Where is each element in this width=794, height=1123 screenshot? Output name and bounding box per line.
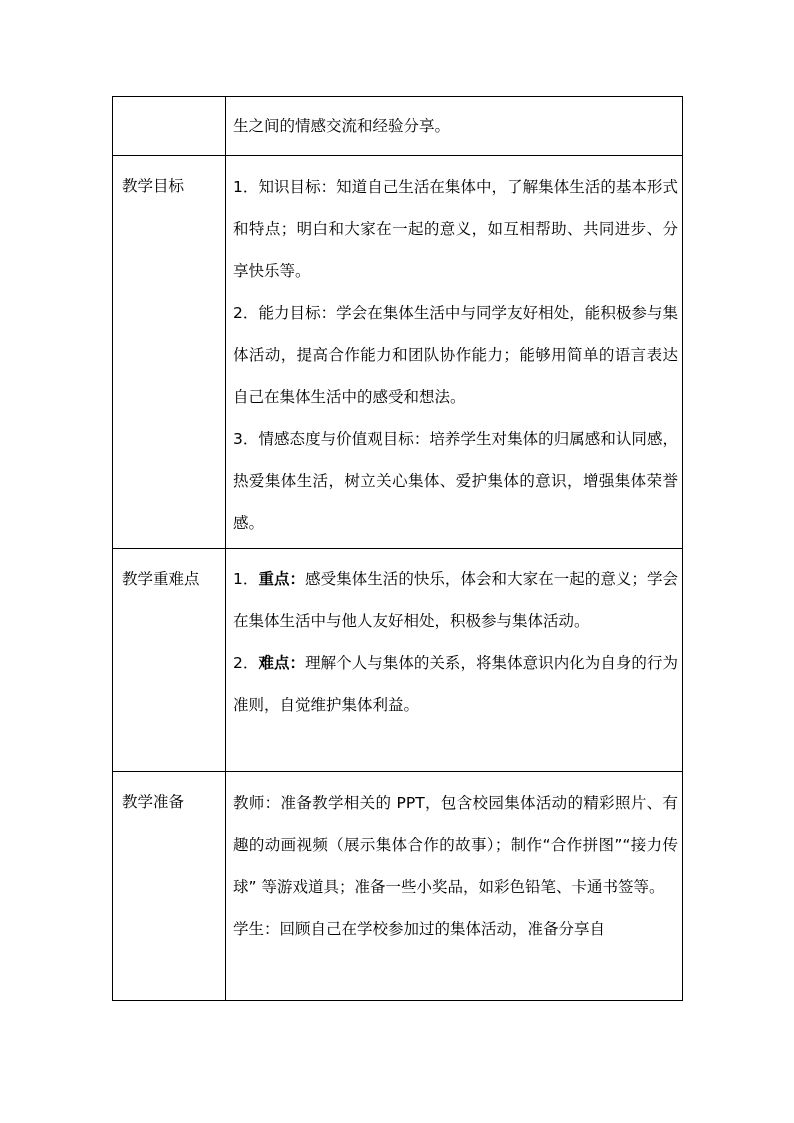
row-label: 教学重难点: [122, 570, 200, 588]
row-content: [226, 156, 682, 544]
content-paragraph: [233, 558, 678, 642]
row-content-cell: [226, 772, 683, 1001]
content-paragraph: [233, 292, 678, 418]
content-paragraph: [233, 908, 678, 950]
content-paragraph: [233, 418, 678, 544]
text-segment: 2．: [233, 654, 259, 672]
row-label: 教学目标: [122, 177, 185, 195]
text-segment: 1．知识目标：知道自己生活在集体中，了解集体生活的基本形式和特点；明白和大家在一起的意义，如互相帮助、共同进步、分享快乐等。: [233, 178, 678, 280]
text-segment: 理解个人与集体的关系，将集体意识内化为自身的行为准则，自觉维护集体利益。: [233, 654, 678, 714]
row-content-cell: [226, 549, 683, 772]
row-label-cell: [113, 772, 226, 1001]
row-label-cell: [113, 97, 226, 156]
row-content: [226, 97, 682, 147]
row-label-cell: [113, 156, 226, 549]
table-row: [113, 549, 683, 772]
content-paragraph: [233, 166, 678, 292]
row-label: 教学准备: [122, 793, 185, 811]
table-row: [113, 772, 683, 1001]
row-label: [113, 97, 225, 116]
table-row: [113, 156, 683, 549]
text-segment: 2．能力目标：学会在集体生活中与同学友好相处，能积极参与集体活动，提高合作能力和团队协作能力；能够用简单的语言表达自己在集体生活中的感受和想法。: [233, 304, 678, 406]
content-paragraph: [233, 782, 678, 908]
text-segment: 感受集体生活的快乐，体会和大家在一起的意义；学会在集体生活中与他人友好相处，积极参与集体活动。: [233, 570, 678, 630]
text-segment: 教师：准备教学相关的 PPT，包含校园集体活动的精彩照片、有趣的动画视频（展示集体合作的故事）；制作“合作拼图”“接力传球” 等游戏道具；准备一些小奖品，如彩色铅笔、卡通书签等。: [233, 794, 678, 896]
text-segment: 3．情感态度与价值观目标：培养学生对集体的归属感和认同感，热爱集体生活，树立关心集体、爱护集体的意识，增强集体荣誉感。: [233, 430, 678, 532]
row-label-cell: [113, 549, 226, 772]
row-content-cell: [226, 97, 683, 156]
bold-text: 难点：: [258, 654, 306, 672]
lesson-plan-table: [112, 96, 683, 1001]
table-row: [113, 97, 683, 156]
row-content: [226, 772, 682, 950]
bold-text: 重点：: [258, 570, 306, 588]
text-segment: 学生：回顾自己在学校参加过的集体活动，准备分享自: [233, 920, 606, 938]
text-segment: 生之间的情感交流和经验分享。: [233, 117, 451, 135]
content-paragraph: [233, 642, 678, 726]
row-content: [226, 549, 682, 726]
text-segment: 1．: [233, 570, 259, 588]
row-content-cell: [226, 156, 683, 549]
content-paragraph: [233, 105, 678, 147]
